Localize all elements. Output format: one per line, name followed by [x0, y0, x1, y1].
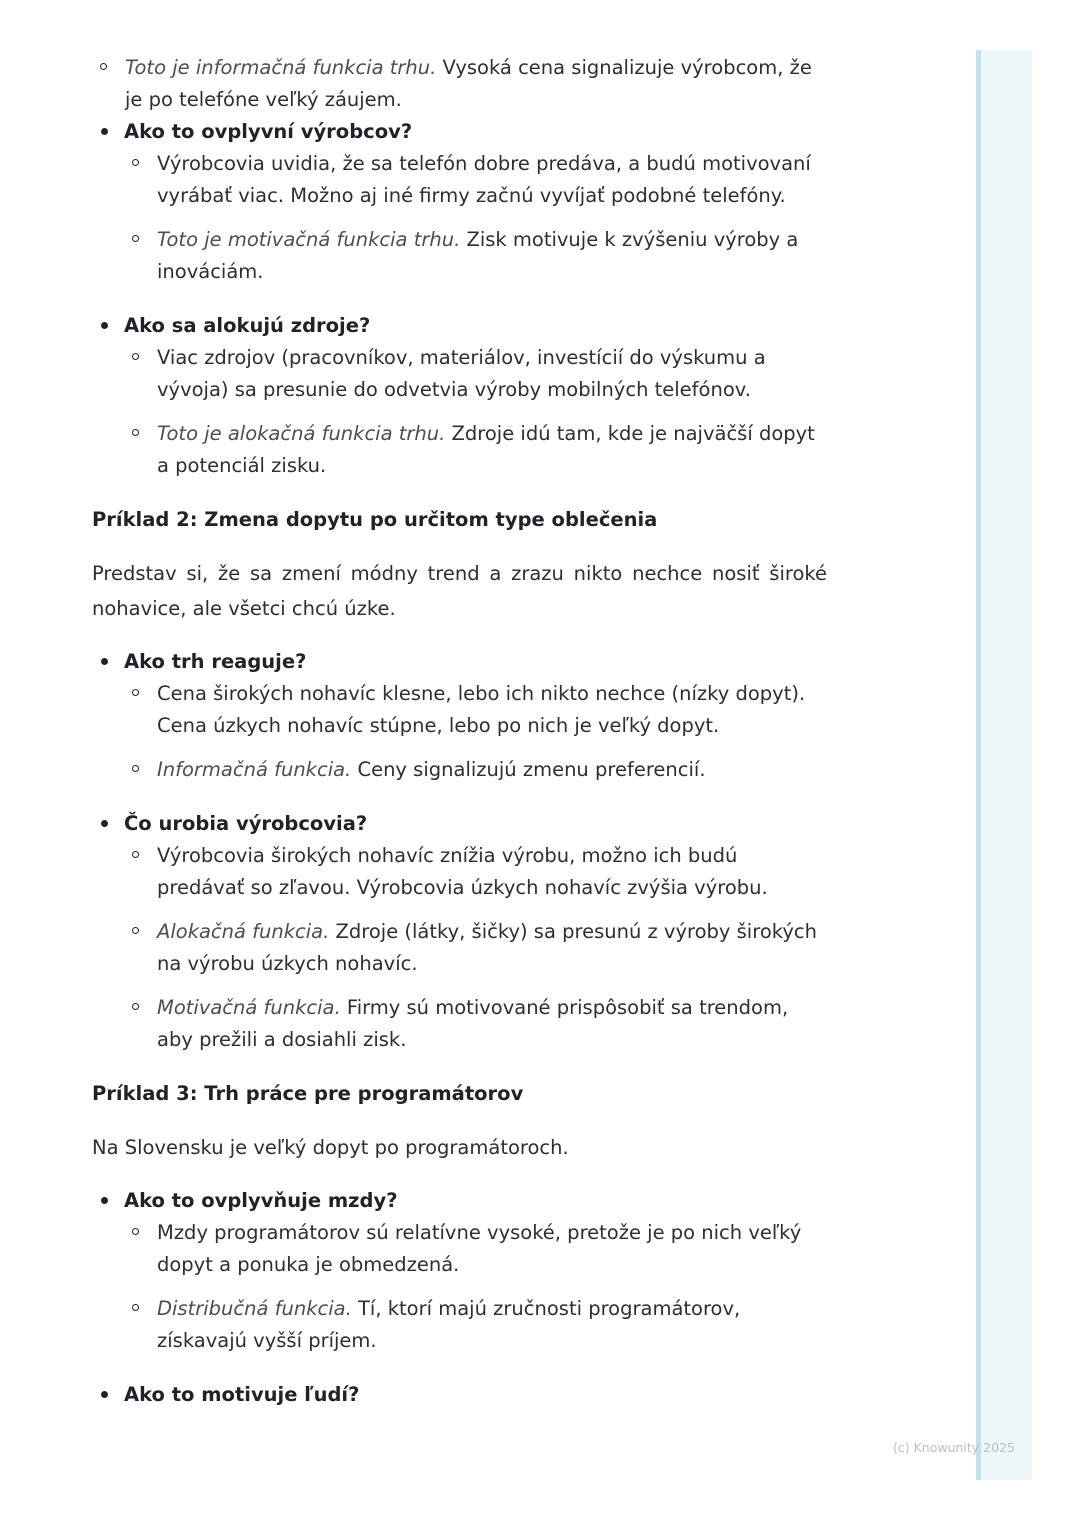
side-panel-accent-bar [976, 50, 981, 1480]
question: Čo urobia výrobcovia? [124, 812, 368, 835]
side-panel [976, 50, 1032, 1480]
list-item [92, 1185, 827, 1357]
sub-item-text: Zdroje idú tam, kde je najväčší dopyt a potenciál zisku. [157, 422, 815, 477]
sub-item-text: Zisk motivuje k zvýšeniu výroby a inováciám. [157, 228, 799, 283]
question: Ako to ovplyvňuje mzdy? [124, 1189, 398, 1212]
example3-list [92, 1185, 827, 1411]
sub-item-italic: Motivačná funkcia. [157, 996, 341, 1019]
sub-item [124, 418, 827, 482]
sub-item [124, 678, 827, 742]
sublist [124, 678, 827, 786]
sub-item [124, 148, 827, 212]
sub-item-italic: Toto je alokačná funkcia trhu. [157, 422, 446, 445]
sub-item [124, 992, 827, 1056]
question: Ako to motivuje ľudí? [124, 1383, 360, 1406]
question: Ako to ovplyvní výrobcov? [124, 120, 413, 143]
document-content [92, 52, 827, 1433]
sub-item [124, 1293, 827, 1357]
list-item [92, 116, 827, 288]
list-item [92, 310, 827, 482]
example2-list [92, 646, 827, 1056]
sub-item-text: Tí, ktorí majú zručnosti programátorov, získavajú vyšší príjem. [157, 1297, 741, 1352]
sub-item [124, 916, 827, 980]
continuation-sublist [92, 52, 827, 116]
sublist [124, 1217, 827, 1357]
sub-item [92, 52, 827, 116]
example2-heading: Príklad 2: Zmena dopytu po určitom type oblečenia [92, 508, 658, 531]
sub-item-text: Viac zdrojov (pracovníkov, materiálov, investícií do výskumu a vývoja) sa presunie do odvetvia výroby mobilných telefónov. [157, 346, 766, 401]
question: Ako sa alokujú zdroje? [124, 314, 371, 337]
sub-item [124, 342, 827, 406]
sub-item-text: Mzdy programátorov sú relatívne vysoké, pretože je po nich veľký dopyt a ponuka je obmedzená. [157, 1221, 802, 1276]
sub-item-text: Výrobcovia uvidia, že sa telefón dobre predáva, a budú motivovaní vyrábať viac. Možno aj iné firmy začnú vyvíjať podobné telefóny. [157, 152, 811, 207]
sub-item-italic: Distribučná funkcia. [157, 1297, 352, 1320]
example3-intro: Na Slovensku je veľký dopyt po programátoroch. [92, 1136, 569, 1159]
sub-item-italic: Alokačná funkcia. [157, 920, 330, 943]
sub-item [124, 754, 827, 786]
sublist [124, 148, 827, 288]
sub-item-text: Firmy sú motivované prispôsobiť sa trendom, aby prežili a dosiahli zisk. [157, 996, 789, 1051]
sub-item-text: Cena širokých nohavíc klesne, lebo ich nikto nechce (nízky dopyt). Cena úzkych nohavíc stúpne, lebo po nich je veľký dopyt. [157, 682, 806, 737]
question: Ako trh reaguje? [124, 650, 307, 673]
sub-item [124, 1217, 827, 1281]
sub-item [124, 224, 827, 288]
list-item [92, 808, 827, 1056]
sub-item-italic: Toto je informačná funkcia trhu. [125, 56, 437, 79]
example3-heading: Príklad 3: Trh práce pre programátorov [92, 1082, 524, 1105]
list-item [92, 1379, 827, 1411]
sublist [124, 342, 827, 482]
sub-item-text: Zdroje (látky, šičky) sa presunú z výroby širokých na výrobu úzkych nohavíc. [157, 920, 817, 975]
sub-item-text: Vysoká cena signalizuje výrobcom, že je po telefóne veľký záujem. [125, 56, 812, 111]
list-item [92, 646, 827, 786]
copyright-footer: (c) Knowunity 2025 [893, 1440, 1015, 1455]
sub-item-italic: Toto je motivačná funkcia trhu. [157, 228, 461, 251]
sub-item-text: Výrobcovia širokých nohavíc znížia výrobu, možno ich budú predávať so zľavou. Výrobcovia úzkych nohavíc zvýšia výrobu. [157, 844, 768, 899]
example2-intro: Predstav si, že sa zmení módny trend a zrazu nikto nechce nosiť široké nohavice, ale všetci chcú úzke. [92, 562, 827, 620]
example1-list [92, 116, 827, 482]
sub-item [124, 840, 827, 904]
sub-item-italic: Informačná funkcia. [157, 758, 352, 781]
sublist [124, 840, 827, 1056]
sub-item-text: Ceny signalizujú zmenu preferencií. [351, 758, 706, 781]
